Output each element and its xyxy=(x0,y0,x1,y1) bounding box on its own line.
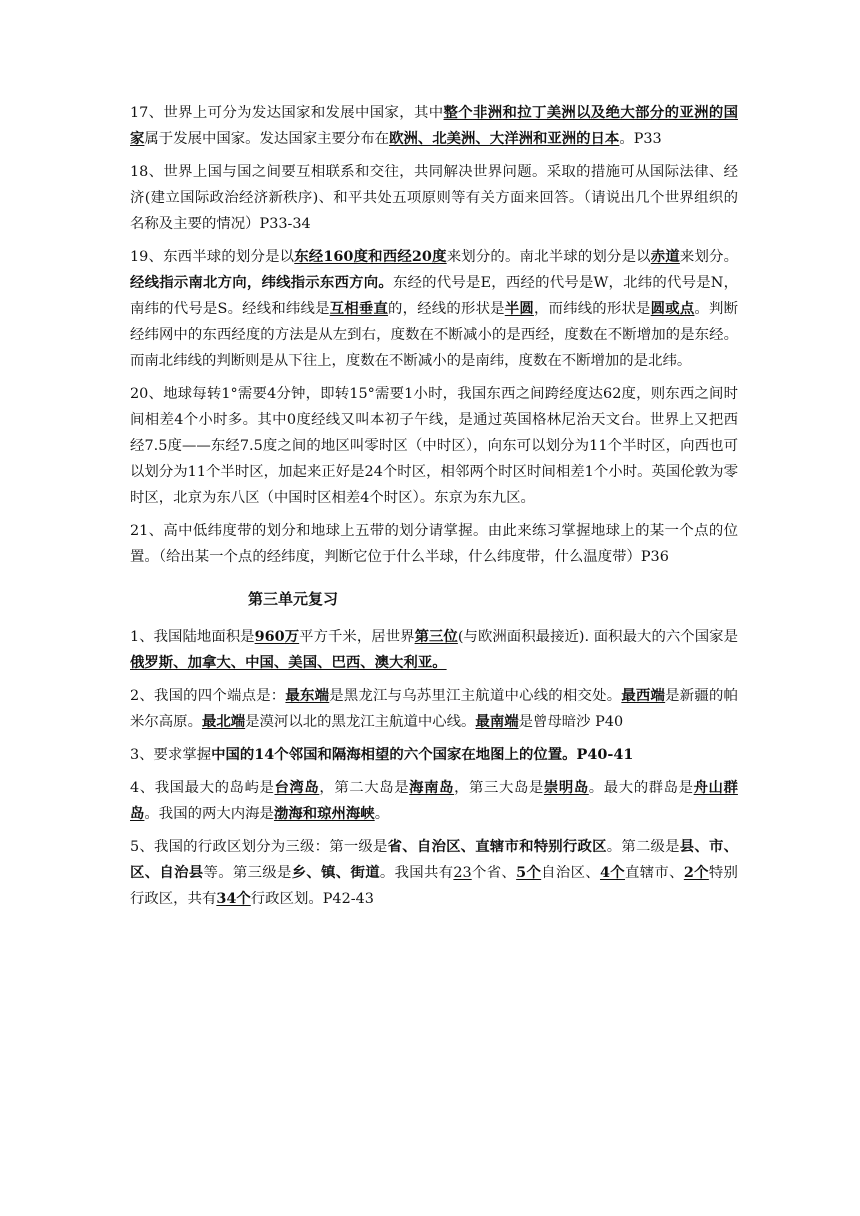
unit3-item-5-text: 自治区、 xyxy=(541,865,600,881)
chongming-island-emphasis: 崇明岛 xyxy=(543,779,589,796)
unit3-item-2-text: 2、我国的四个端点是： xyxy=(130,688,286,704)
unit3-item-5-text: 5、我国的行政区划分为三级：第一级是 xyxy=(130,839,388,855)
municipality-count: 4个 xyxy=(599,864,626,881)
document-page xyxy=(130,100,738,912)
neighbors-emphasis: 中国的14个邻国和隔海相望的六个国家在地图上的位置。P40-41 xyxy=(211,746,634,763)
item-17-text: 。P33 xyxy=(619,131,662,147)
unit3-item-4 xyxy=(130,775,738,827)
province-count: 23 xyxy=(453,865,472,881)
unit3-item-4-text: 。 xyxy=(374,806,390,822)
unit3-item-5-text: 。第二级是 xyxy=(606,839,680,855)
item-18: 18、世界上国与国之间要互相联系和交往，共同解决世界问题。采取的措施可从国际法律、经济(建立国际政治经济新秩序)、和平共处五项原则等有关方面来回答。（请说出几个世界组织的名称及主要的情况）P33-34 xyxy=(130,164,738,232)
item-17-text: 属于发展中国家。发达国家主要分布在 xyxy=(144,131,390,147)
equator-emphasis: 赤道 xyxy=(650,248,680,265)
item-19 xyxy=(130,244,738,374)
third-level-divisions: 乡、镇、街道 xyxy=(291,864,380,881)
unit3-item-4-text: 。最大的群岛是 xyxy=(588,780,694,796)
item-19-text: 东经的代号是E，西经的代号是W，北纬的代号是N，南纬的代号是S。经线和纬线是 xyxy=(130,275,738,317)
largest-countries-emphasis: 俄罗斯、加拿大、中国、美国、巴西、澳大利亚。 xyxy=(130,654,447,671)
unit3-item-2-text: 是曾母暗沙 P40 xyxy=(518,714,624,730)
hainan-island-emphasis: 海南岛 xyxy=(409,779,455,796)
first-level-divisions: 省、自治区、直辖市和特别行政区 xyxy=(387,838,607,855)
unit3-item-5-text: 个省、 xyxy=(471,865,517,881)
autonomous-region-count: 5个 xyxy=(516,864,542,881)
unit3-item-5-text: 等。第三级是 xyxy=(203,865,292,881)
westernmost-emphasis: 最西端 xyxy=(621,687,666,704)
item-19-text: 。判断经纬网中的东西经度的方法是从左到右，度数在不断减小的是西经，度数在不断增加的是东经。而南北纬线的判断则是从下往上，度数在不断减小的是南纬，度数在不断增加的是北纬。 xyxy=(130,301,738,369)
item-19-text: 的，经线的形状是 xyxy=(388,301,505,317)
zhoushan-islands-emphasis: 舟山群岛 xyxy=(130,779,738,822)
item-19-text: 来划分的。南北半球的划分是以 xyxy=(446,249,651,265)
perpendicular-emphasis: 互相垂直 xyxy=(329,300,389,317)
unit3-item-1-text: (与欧洲面积最接近). 面积最大的六个国家是 xyxy=(457,629,738,645)
unit3-item-4-text: ，第三大岛是 xyxy=(454,780,544,796)
unit3-item-1-text: 1、我国陆地面积是 xyxy=(130,629,255,645)
item-19-text: ，而纬线的形状是 xyxy=(533,301,651,317)
second-level-divisions: 县、市、区、自治县 xyxy=(130,838,738,881)
circle-or-point-emphasis: 圆或点 xyxy=(650,300,695,317)
easternmost-emphasis: 最东端 xyxy=(285,687,330,704)
land-area-emphasis: 960万 xyxy=(254,628,300,645)
unit3-item-2 xyxy=(130,683,738,735)
total-division-count: 34个 xyxy=(216,890,251,907)
taiwan-island-emphasis: 台湾岛 xyxy=(274,779,320,796)
item-17-text: 17、世界上可分为发达国家和发展中国家，其中 xyxy=(130,105,444,121)
unit3-item-2-text: 是黑龙江与乌苏里江主航道中心线的相交处。 xyxy=(329,688,622,704)
item-20: 20、地球每转1°需要4分钟，即转15°需要1小时，我国东西之间跨经度达62度，则东西之间时间相差4个小时多。其中0度经线又叫本初子午线，是通过英国格林尼治天文台。世界上又把西经7.5度——东经7.5度之间的地区叫零时区（中时区），向东可以划分为11个半时区，向西也可以划分为11个半时区，加起来正好是24个时区，相邻两个时区时间相差1个小时。英国伦敦为零时区，北京为东八区（中国时区相差4个时区）。东京为东九区。 xyxy=(130,386,738,506)
unit3-item-5-text: 。我国共有 xyxy=(379,865,454,881)
direction-rule: 经线指示南北方向，纬线指示东西方向。 xyxy=(130,274,393,291)
hemisphere-meridians-emphasis: 东经160度和西经20度 xyxy=(294,248,447,265)
unit3-item-2-text: 是漠河以北的黑龙江主航道中心线。 xyxy=(245,714,476,730)
unit3-item-3 xyxy=(130,742,738,768)
unit3-heading: 第三单元复习 xyxy=(248,590,339,608)
unit3-item-4-text: 。我国的两大内海是 xyxy=(144,806,274,822)
unit3-item-4-text: 4、我国最大的岛屿是 xyxy=(130,780,275,796)
unit3-item-5-text: 行政区划。P42-43 xyxy=(250,891,374,907)
southernmost-emphasis: 最南端 xyxy=(475,713,519,730)
unit3-item-1 xyxy=(130,624,738,676)
unit3-item-1-text: 平方千米，居世界 xyxy=(299,629,415,645)
item-17 xyxy=(130,100,738,152)
unit3-item-5-text: 特别行政区，共有 xyxy=(130,865,738,907)
northernmost-emphasis: 最北端 xyxy=(201,713,246,730)
inland-seas-emphasis: 渤海和琼州海峡 xyxy=(273,805,375,822)
unit3-item-2-text: 是新疆的帕米尔高原。 xyxy=(130,688,738,730)
unit3-item-5-text: 直辖市、 xyxy=(625,865,684,881)
item-21: 21、高中低纬度带的划分和地球上五带的划分请掌握。由此来练习掌握地球上的某一个点的位置。（给出某一个点的经纬度，判断它位于什么半球，什么纬度带，什么温度带）P36 xyxy=(130,523,738,565)
world-rank-emphasis: 第三位 xyxy=(414,628,458,645)
developing-countries-emphasis: 整个非洲和拉丁美洲以及绝大部分的亚洲的国家 xyxy=(130,104,738,147)
developed-countries-emphasis: 欧洲、北美洲、大洋洲和亚洲的日本 xyxy=(389,130,620,147)
item-19-text: 19、东西半球的划分是以 xyxy=(130,249,295,265)
unit3-item-4-text: ，第二大岛是 xyxy=(319,780,410,796)
semicircle-emphasis: 半圆 xyxy=(504,300,534,317)
sar-count: 2个 xyxy=(683,864,709,881)
unit3-item-5 xyxy=(130,834,738,912)
item-19-text: 来划分。 xyxy=(679,249,738,265)
unit3-item-3-text: 3、要求掌握 xyxy=(130,747,212,763)
